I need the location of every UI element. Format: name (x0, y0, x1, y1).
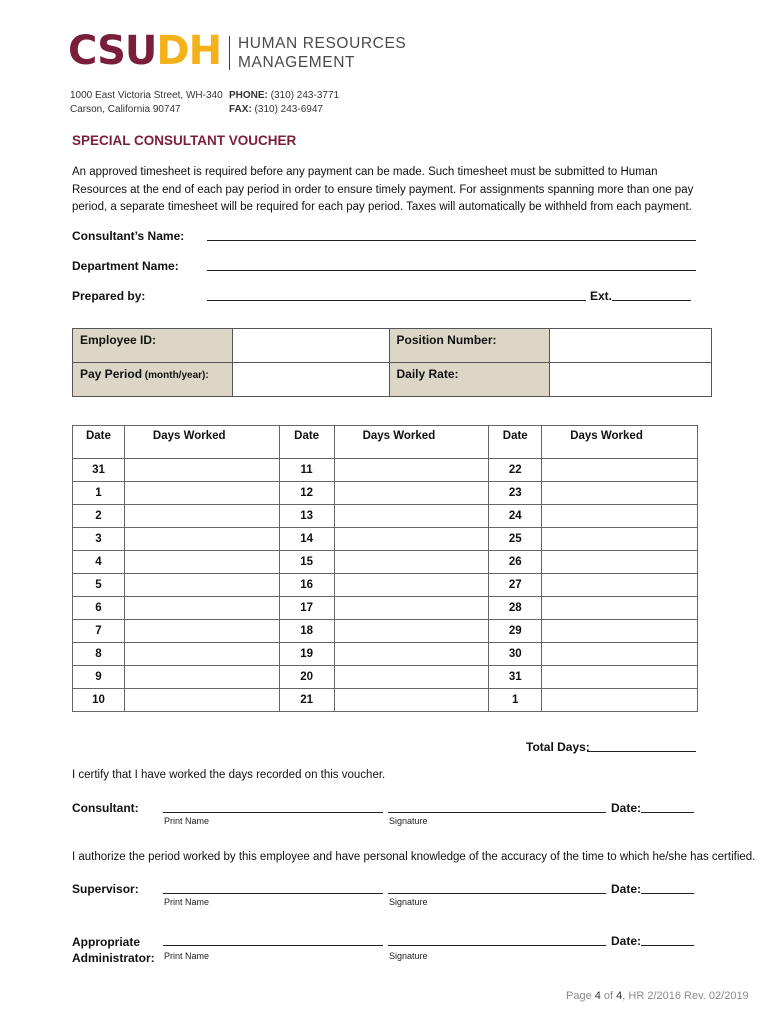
days-worked-cell[interactable] (542, 505, 698, 528)
date-cell: 26 (489, 551, 542, 574)
supervisor-date-label: Date: (611, 882, 642, 896)
date-cell: 12 (279, 482, 334, 505)
table-row (73, 620, 698, 643)
days-worked-cell[interactable] (124, 597, 279, 620)
days-worked-cell[interactable] (334, 666, 489, 689)
administrator-date-field[interactable] (641, 945, 694, 946)
address-block: 1000 East Victoria Street, WH-340 Carson, California 90747 (70, 90, 223, 115)
days-worked-header: Days Worked (334, 426, 489, 459)
form-title: SPECIAL CONSULTANT VOUCHER (72, 133, 297, 148)
table-row (73, 597, 698, 620)
supervisor-label: Supervisor: (72, 882, 139, 896)
print-name-caption: Print Name (164, 897, 210, 907)
days-worked-cell[interactable] (542, 551, 698, 574)
date-cell: 20 (279, 666, 334, 689)
supervisor-date-field[interactable] (641, 893, 694, 894)
date-cell: 14 (279, 528, 334, 551)
days-worked-cell[interactable] (542, 459, 698, 482)
signature-caption: Signature (389, 951, 428, 961)
administrator-date-label: Date: (611, 934, 642, 948)
date-cell: 4 (73, 551, 125, 574)
page-footer: Page 4 of 4, HR 2/2016 Rev. 02/2019 (566, 990, 749, 1002)
days-worked-cell[interactable] (334, 643, 489, 666)
administrator-label: Appropriate Administrator: (72, 935, 155, 965)
date-cell: 31 (489, 666, 542, 689)
pay-period-field[interactable] (232, 363, 389, 397)
administrator-signature-field[interactable] (388, 945, 606, 946)
employee-id-field[interactable] (232, 329, 389, 363)
consultant-name-field[interactable] (207, 240, 696, 241)
days-worked-cell[interactable] (334, 689, 489, 712)
days-worked-cell[interactable] (542, 482, 698, 505)
days-worked-cell[interactable] (542, 620, 698, 643)
days-worked-cell[interactable] (334, 574, 489, 597)
days-worked-cell[interactable] (542, 643, 698, 666)
date-cell: 30 (489, 643, 542, 666)
department-name-field[interactable] (207, 270, 696, 271)
date-cell: 17 (279, 597, 334, 620)
days-worked-cell[interactable] (124, 666, 279, 689)
days-worked-table (72, 425, 698, 712)
authorize-statement: I authorize the period worked by this employee and have personal knowledge of the accuracy of the time to which he/she has certified. (72, 851, 756, 863)
administrator-print-name-field[interactable] (163, 945, 383, 946)
days-worked-cell[interactable] (124, 505, 279, 528)
days-worked-cell[interactable] (124, 551, 279, 574)
days-worked-cell[interactable] (334, 551, 489, 574)
table-row (73, 643, 698, 666)
days-worked-cell[interactable] (542, 666, 698, 689)
date-cell: 27 (489, 574, 542, 597)
date-cell: 10 (73, 689, 125, 712)
date-cell: 16 (279, 574, 334, 597)
days-worked-cell[interactable] (334, 528, 489, 551)
days-worked-cell[interactable] (334, 620, 489, 643)
supervisor-signature-field[interactable] (388, 893, 606, 894)
date-cell: 21 (279, 689, 334, 712)
supervisor-print-name-field[interactable] (163, 893, 383, 894)
signature-caption: Signature (389, 897, 428, 907)
department-title: HUMAN RESOURCES MANAGEMENT (238, 35, 407, 71)
days-worked-cell[interactable] (334, 482, 489, 505)
date-cell: 22 (489, 459, 542, 482)
days-worked-cell[interactable] (124, 528, 279, 551)
prepared-by-field[interactable] (207, 300, 586, 301)
days-worked-cell[interactable] (124, 574, 279, 597)
days-worked-cell[interactable] (542, 528, 698, 551)
date-cell: 8 (73, 643, 125, 666)
days-worked-cell[interactable] (542, 574, 698, 597)
days-worked-cell[interactable] (124, 620, 279, 643)
consultant-label: Consultant: (72, 801, 139, 815)
table-row (73, 666, 698, 689)
table-row (73, 689, 698, 712)
date-cell: 1 (73, 482, 125, 505)
date-cell: 6 (73, 597, 125, 620)
days-worked-cell[interactable] (542, 689, 698, 712)
days-worked-header: Days Worked (542, 426, 698, 459)
days-worked-cell[interactable] (124, 459, 279, 482)
date-cell: 31 (73, 459, 125, 482)
date-cell: 28 (489, 597, 542, 620)
days-worked-cell[interactable] (124, 689, 279, 712)
date-header: Date (489, 426, 542, 459)
date-cell: 19 (279, 643, 334, 666)
date-header: Date (279, 426, 334, 459)
employee-info-table (72, 328, 712, 397)
ext-label: Ext. (590, 289, 613, 303)
date-cell: 11 (279, 459, 334, 482)
table-row (73, 551, 698, 574)
date-cell: 29 (489, 620, 542, 643)
ext-field[interactable] (612, 300, 691, 301)
position-number-field[interactable] (550, 329, 712, 363)
signature-caption: Signature (389, 816, 428, 826)
date-cell: 24 (489, 505, 542, 528)
consultant-date-label: Date: (611, 801, 642, 815)
certify-statement: I certify that I have worked the days recorded on this voucher. (72, 769, 386, 781)
days-worked-header: Days Worked (124, 426, 279, 459)
total-days-field[interactable] (587, 751, 696, 752)
days-worked-cell[interactable] (124, 482, 279, 505)
date-cell: 25 (489, 528, 542, 551)
consultant-date-field[interactable] (641, 812, 694, 813)
consultant-signature-field[interactable] (388, 812, 606, 813)
date-cell: 2 (73, 505, 125, 528)
days-worked-cell[interactable] (542, 597, 698, 620)
employee-id-label: Employee ID: (73, 329, 233, 363)
daily-rate-field[interactable] (550, 363, 712, 397)
print-name-caption: Print Name (164, 951, 210, 961)
position-number-label: Position Number: (389, 329, 550, 363)
daily-rate-label: Daily Rate: (389, 363, 550, 397)
date-cell: 23 (489, 482, 542, 505)
csudh-logo: CSUDH (68, 28, 222, 74)
prepared-by-label: Prepared by: (72, 289, 146, 303)
date-cell: 15 (279, 551, 334, 574)
logo-divider (229, 36, 230, 70)
days-worked-cell[interactable] (334, 597, 489, 620)
pay-period-label: Pay Period (month/year): (73, 363, 233, 397)
days-worked-cell[interactable] (334, 505, 489, 528)
date-cell: 5 (73, 574, 125, 597)
date-header: Date (73, 426, 125, 459)
table-row (73, 459, 698, 482)
days-worked-cell[interactable] (334, 459, 489, 482)
table-row (73, 482, 698, 505)
date-cell: 3 (73, 528, 125, 551)
table-row (73, 505, 698, 528)
days-worked-cell[interactable] (124, 643, 279, 666)
department-name-label: Department Name: (72, 259, 179, 273)
total-days-label: Total Days: (526, 740, 590, 754)
date-cell: 18 (279, 620, 334, 643)
print-name-caption: Print Name (164, 816, 210, 826)
intro-paragraph: An approved timesheet is required before any payment can be made. Such timesheet must be submitted to Human Resources at the end of each pay period in order to ensure timely payment. For assignments spanning more than one pay period, a separate timesheet will be required for each pay period. Taxes will automatically be withheld from each payment. (72, 166, 694, 213)
table-row (73, 574, 698, 597)
date-cell: 9 (73, 666, 125, 689)
consultant-print-name-field[interactable] (163, 812, 383, 813)
table-row (73, 528, 698, 551)
date-cell: 7 (73, 620, 125, 643)
date-cell: 13 (279, 505, 334, 528)
consultant-name-label: Consultant’s Name: (72, 229, 185, 243)
contact-block: PHONE: (310) 243-3771 FAX: (310) 243-6947 (229, 90, 340, 115)
date-cell: 1 (489, 689, 542, 712)
